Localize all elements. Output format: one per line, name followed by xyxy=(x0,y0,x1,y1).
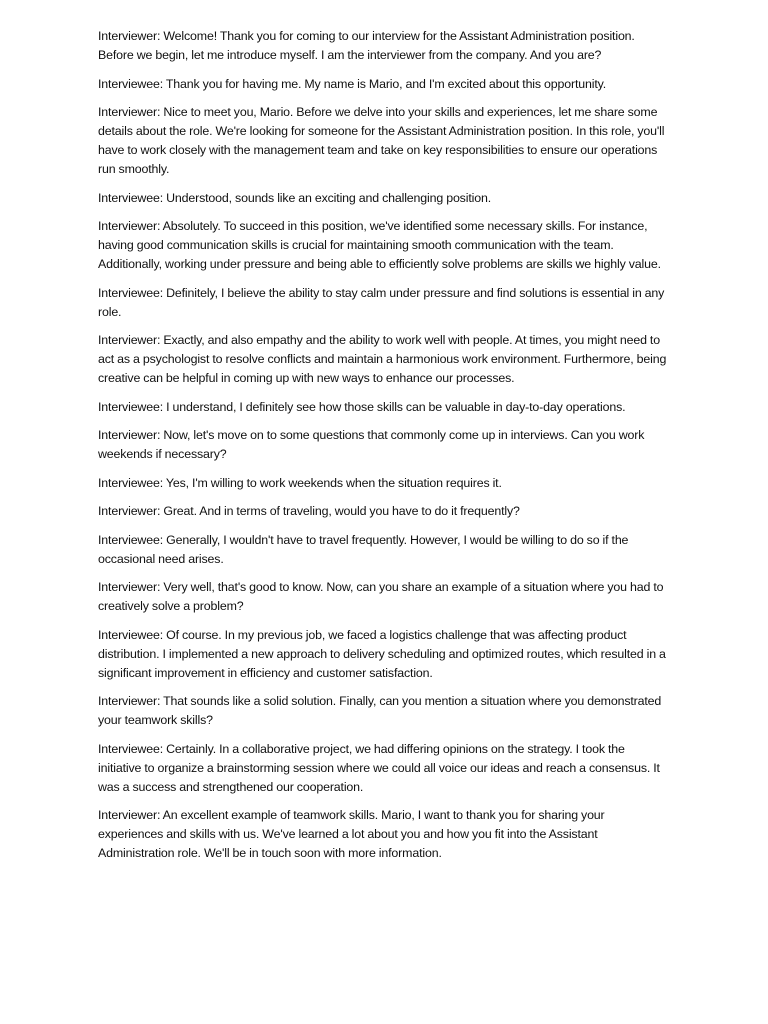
paragraph-interviewer-traveling: Interviewer: Great. And in terms of traveling, would you have to do it frequently? xyxy=(98,504,520,518)
paragraph-interviewer-empathy: Interviewer: Exactly, and also empathy and the ability to work well with people. At times, you might need to act as a psychologist to resolve conflicts and maintain a harmonious work environment. Furthermore, being creative can be helpful in coming up with new ways to enhance our processes. xyxy=(98,333,667,385)
paragraph-interviewer-welcome: Interviewer: Welcome! Thank you for coming to our interview for the Assistant Administration position. Before we begin, let me introduce myself. I am the interviewer from the company. And you are? xyxy=(98,29,635,62)
paragraph-interviewer-problem: Interviewer: Very well, that's good to know. Now, can you share an example of a situation where you had to creatively solve a problem? xyxy=(98,580,664,613)
paragraph-interviewee-intro: Interviewee: Thank you for having me. My name is Mario, and I'm excited about this opportunity. xyxy=(98,76,607,91)
paragraph-interviewer-teamwork: Interviewer: That sounds like a solid solution. Finally, can you mention a situation where you demonstrated your teamwork skills? xyxy=(98,694,662,727)
paragraph-interviewee-brainstorming: Interviewee: Certainly. In a collaborative project, we had differing opinions on the strategy. I took the initiative to organize a brainstorming session where we could all voice our ideas and reach a consensus. It was a success and strengthened our cooperation. xyxy=(98,741,660,794)
paragraph-interviewee-logistics: Interviewee: Of course. In my previous job, we faced a logistics challenge that was affecting product distribution. I implemented a new approach to delivery scheduling and optimized routes, which resulted in a significant improvement in efficiency and customer satisfaction. xyxy=(98,627,666,680)
paragraph-interviewee-calm: Interviewee: Definitely, I believe the ability to stay calm under pressure and find solutions is essential in any role. xyxy=(98,285,665,319)
paragraph-interviewee-traveling: Interviewee: Generally, I wouldn't have to travel frequently. However, I would be willing to do so if the occasional need arises. xyxy=(98,532,629,566)
paragraph-interviewer-skills: Interviewer: Absolutely. To succeed in this position, we've identified some necessary skills. For instance, having good communication skills is crucial for maintaining smooth communication with the team. Additionally, working under pressure and being able to efficiently solve problems are skills we highly value. xyxy=(98,219,661,271)
paragraph-interviewer-weekends: Interviewer: Now, let's move on to some questions that commonly come up in interviews. Can you work weekends if necessary? xyxy=(98,428,645,461)
paragraph-interviewee-understood: Interviewee: Understood, sounds like an exciting and challenging position. xyxy=(98,190,492,205)
paragraph-interviewer-role: Interviewer: Nice to meet you, Mario. Before we delve into your skills and experiences, let me share some details about the role. We're looking for someone for the Assistant Administration position. In this role, you'll have to work closely with the management team and take on key responsibilities to ensure our operations run smoothly. xyxy=(98,105,665,176)
paragraph-interviewer-closing: Interviewer: An excellent example of teamwork skills. Mario, I want to thank you for sharing your experiences and skills with us. We've learned a lot about you and how you fit into the Assistant Administration role. We'll be in touch soon with more information. xyxy=(98,808,605,860)
paragraph-interviewee-valuable: Interviewee: I understand, I definitely see how those skills can be valuable in day-to-day operations. xyxy=(98,399,626,414)
paragraph-interviewee-weekends: Interviewee: Yes, I'm willing to work weekends when the situation requires it. xyxy=(98,475,502,490)
